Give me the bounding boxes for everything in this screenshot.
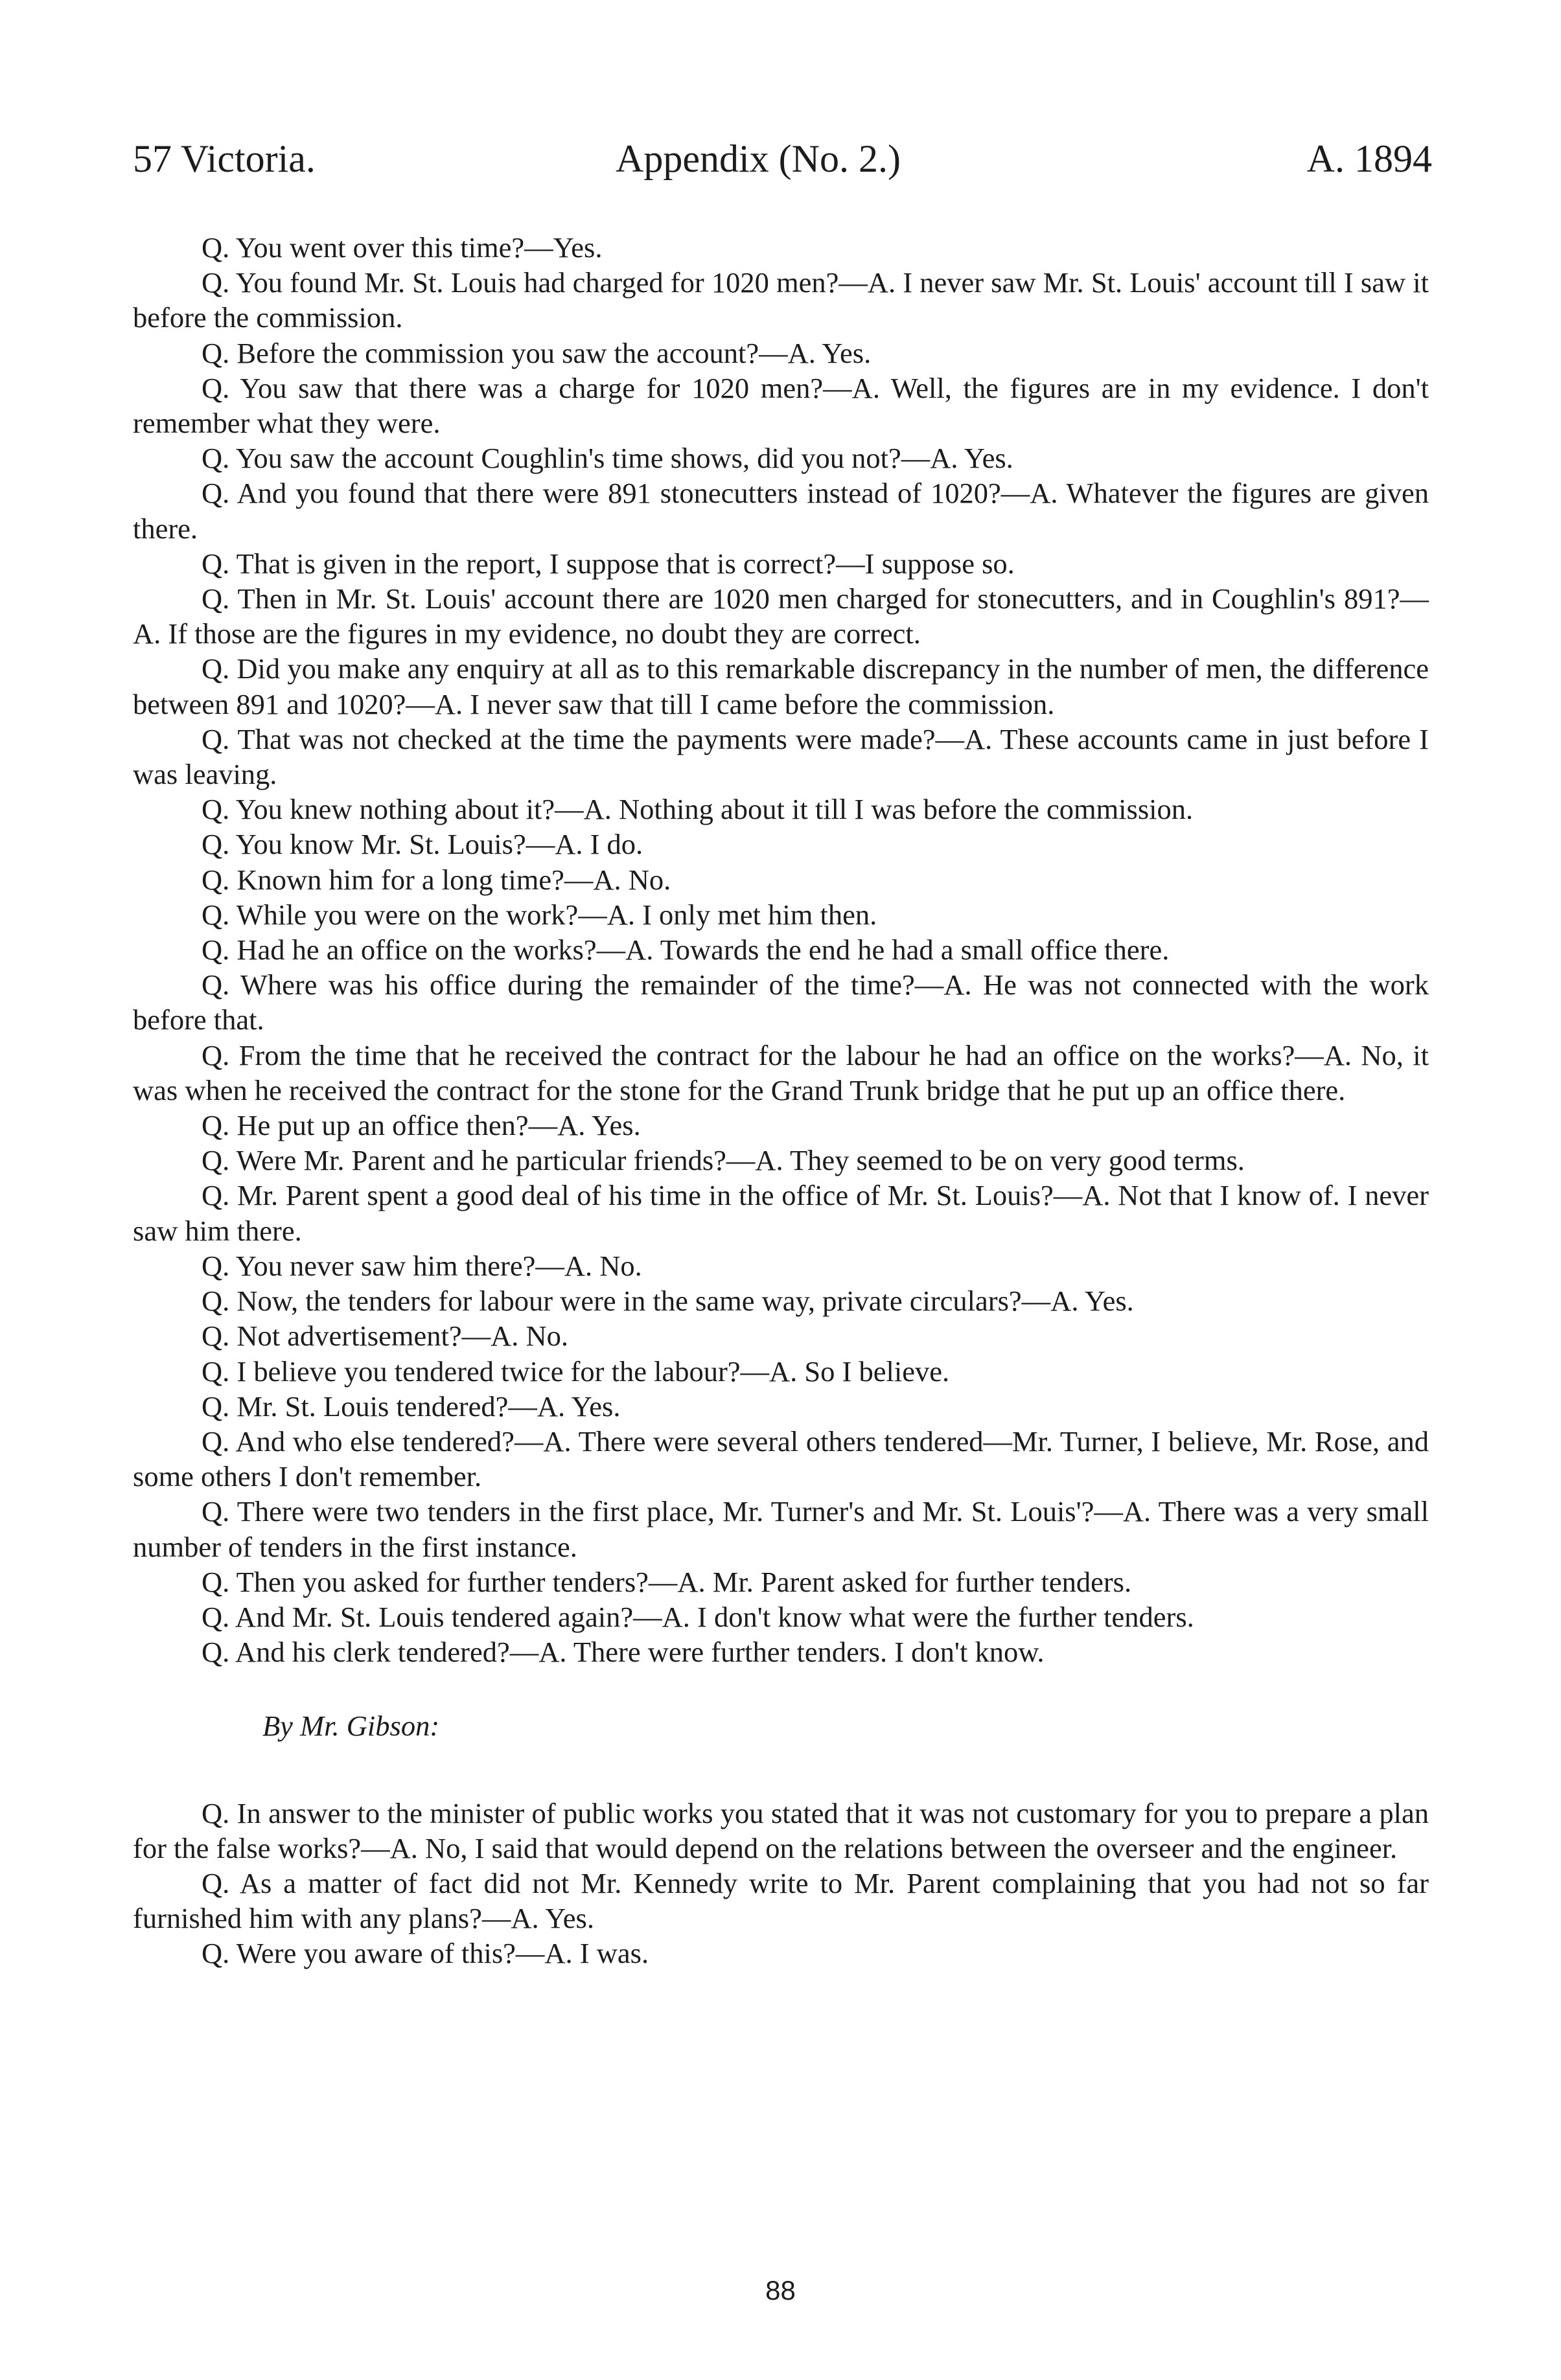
paragraph: Q. That was not checked at the time the payments were made?—A. These accounts came in just before I was leaving. <box>133 722 1429 791</box>
paragraph: Q. Did you make any enquiry at all as to this remarkable discrepancy in the number of men, the difference between 891 and 1020?—A. I never saw that till I came before the commission. <box>133 652 1429 720</box>
header-year: A. 1894 <box>1306 137 1432 180</box>
paragraph: Q. There were two tenders in the first place, Mr. Turner's and Mr. St. Louis'?—A. There was a very small number of tenders in the first instance. <box>133 1495 1429 1563</box>
paragraph: Q. Now, the tenders for labour were in the same way, private circulars?—A. Yes. <box>202 1285 1134 1318</box>
paragraph: Q. And who else tendered?—A. There were several others tendered—Mr. Turner, I believe, Mr. Rose, and some others I don't remember. <box>133 1425 1429 1493</box>
paragraph: Q. You knew nothing about it?—A. Nothing about it till I was before the commission. <box>202 793 1194 826</box>
testimony-body <box>133 230 1429 1971</box>
paragraph: Q. He put up an office then?—A. Yes. <box>202 1109 641 1142</box>
paragraph: Q. And you found that there were 891 stonecutters instead of 1020?—A. Whatever the figures are given there. <box>133 477 1429 545</box>
page-header <box>133 133 1432 185</box>
paragraph: Q. Were you aware of this?—A. I was. <box>202 1937 649 1970</box>
paragraph: Q. You never saw him there?—A. No. <box>202 1249 642 1282</box>
paragraph: Q. In answer to the minister of public works you stated that it was not customary for you to prepare a plan for the false works?—A. No, I said that would depend on the relations between the overseer and the engineer. <box>133 1796 1429 1864</box>
paragraph: Q. Then you asked for further tenders?—A. Mr. Parent asked for further tenders. <box>202 1565 1132 1598</box>
paragraph: Q. While you were on the work?—A. I only met him then. <box>202 898 877 931</box>
paragraph: Q. Not advertisement?—A. No. <box>202 1320 569 1353</box>
header-appendix: Appendix (No. 2.) <box>616 137 901 180</box>
paragraph: Q. You saw the account Coughlin's time shows, did you not?—A. Yes. <box>202 442 1013 475</box>
header-session: 57 Victoria. <box>133 137 316 180</box>
paragraph: Q. Were Mr. Parent and he particular friends?—A. They seemed to be on very good terms. <box>202 1144 1245 1177</box>
paragraph: Q. Before the commission you saw the account?—A. Yes. <box>202 336 872 369</box>
paragraph: Q. From the time that he received the contract for the labour he had an office on the works?—A. No, it was when he received the contract for the stone for the Grand Trunk bridge that he put up an office there. <box>133 1038 1429 1106</box>
paragraph: Q. You know Mr. St. Louis?—A. I do. <box>202 828 643 861</box>
paragraph: Q. You saw that there was a charge for 1020 men?—A. Well, the figures are in my evidence. I don't remember what they were. <box>133 371 1429 440</box>
section-heading: By Mr. Gibson: <box>262 1710 440 1743</box>
paragraph: Q. That is given in the report, I suppose that is correct?—I suppose so. <box>202 547 1015 580</box>
paragraph: Q. And Mr. St. Louis tendered again?—A. I don't know what were the further tenders. <box>202 1600 1194 1633</box>
paragraph: Q. You went over this time?—Yes. <box>202 231 603 264</box>
paragraph: Q. Mr. St. Louis tendered?—A. Yes. <box>202 1390 621 1423</box>
paragraph: Q. And his clerk tendered?—A. There were further tenders. I don't know. <box>202 1636 1045 1669</box>
paragraph: Q. Mr. Parent spent a good deal of his time in the office of Mr. St. Louis?—A. Not that I know of. I never saw him there. <box>133 1179 1429 1247</box>
paragraph: Q. I believe you tendered twice for the labour?—A. So I believe. <box>202 1355 950 1388</box>
page-number: 88 <box>765 2275 796 2306</box>
paragraph: Q. Where was his office during the remainder of the time?—A. He was not connected with the work before that. <box>133 968 1429 1036</box>
paragraph: Q. As a matter of fact did not Mr. Kennedy write to Mr. Parent complaining that you had not so far furnished him with any plans?—A. Yes. <box>133 1866 1429 1935</box>
paragraph: Q. Then in Mr. St. Louis' account there are 1020 men charged for stonecutters, and in Coughlin's 891?—A. If those are the figures in my evidence, no doubt they are correct. <box>133 582 1429 650</box>
paragraph: Q. Had he an office on the works?—A. Towards the end he had a small office there. <box>202 933 1170 967</box>
paragraph: Q. You found Mr. St. Louis had charged for 1020 men?—A. I never saw Mr. St. Louis' account till I saw it before the commission. <box>133 266 1429 334</box>
paragraph: Q. Known him for a long time?—A. No. <box>202 863 671 896</box>
